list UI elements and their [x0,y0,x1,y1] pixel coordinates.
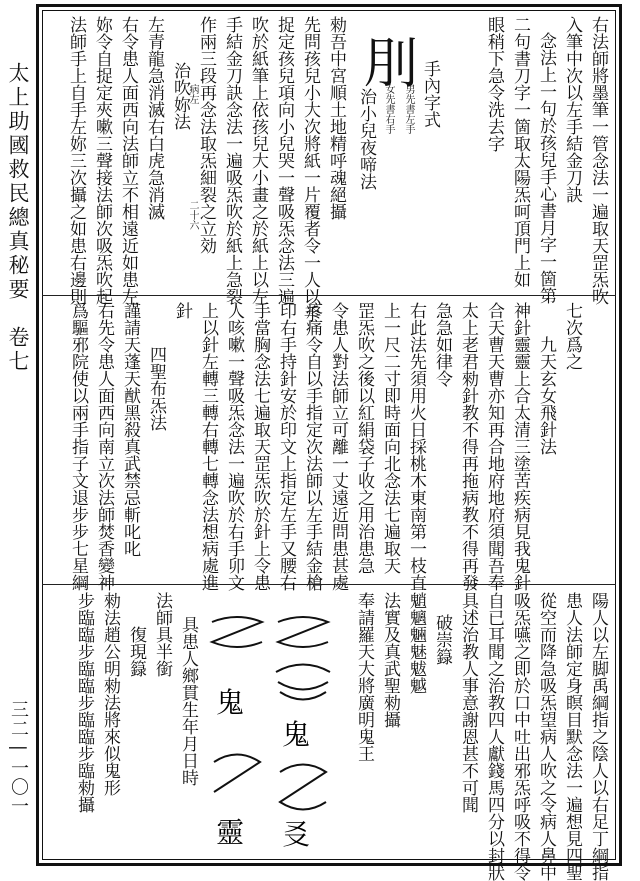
text-column: 謹請天蓬天猷黑殺真武禁忌斬叱叱 [120,302,140,557]
text-column: 從空而降急吸炁望病人吹之令病人鼻中 [536,592,556,881]
text-column: 具患人鄉貫生年月日時 [178,616,198,786]
talisman-glyph: 㕛 [282,818,311,851]
talisman-seal [202,612,272,852]
text-column: 步臨臨步臨臨步臨臨步臨勑攝 [74,592,94,813]
talisman-glyph: 靈 [216,816,245,849]
text-column: 神針靈靈上合太清三塗苦疾病見我鬼針 [510,302,530,591]
text-column: 合天曹天曹亦知再合地府地府須聞吾奉 [484,302,504,591]
text-column: 法師手上自手左妳三次攝之如患右邊則 [66,16,86,305]
text-column: 勑法趙公明勑法將來似鬼形 [100,592,120,796]
text-column: 右令患人面西向法師立不相遠近如患左 [118,16,138,305]
text-column: 人咳嗽一聲吸炁念法一遍吹於右手卯文 [224,302,244,591]
text-column: 右此法先須用火日採桃木東南第一枝直 [406,302,426,591]
text-column: 針 [172,302,192,319]
text-column: 上一尺二寸即時面向北念法七遍取天 [380,302,400,574]
note-text: 女先書右手 [383,84,394,134]
text-column: 捉定孩兒項向小兒哭一聲吸炁念法三遍 [274,16,294,305]
text-column: 手當胸念法七遍取天罡炁吹於針上令患 [250,302,270,591]
text-column: 吹於紙筆上依孩兒大小畫之於紙上以左 [248,16,268,305]
text-column: 作兩三段再念法取炁細裂之立効 [196,16,216,254]
text-column: 吸炁嚥之即於口中吐出邪炁呼吸不得令 [510,592,530,881]
text-column: 勑吾中宮順土地精呼魂絕攝 [326,16,346,220]
section-heading: 手內字式 [420,60,440,128]
text-column: 右法師將墨筆一管念法一遍取天罡炁吹 [588,16,608,305]
text-column: 二句書刀字一箇取太陽炁呵頂門上如 [510,16,530,288]
text-column: 陽人以左脚禹綱指之陰人以右足丁綱指 [588,592,608,881]
text-column: 法實及真武聖勑攝 [380,592,400,728]
section-heading: 破崇籙 [432,614,452,665]
section-heading: 治吹妳法 [170,62,190,130]
text-column: 奉請羅天大將廣明鬼王 [354,592,374,762]
section-heading: 九天玄女飛針法 [536,336,556,455]
section-heading: 復現籙 [126,626,146,677]
text-column: 太上老君勑針教不得再拖病教不得再發 [458,302,478,591]
text-column: 具述治教人事意謝恩甚不可聞 [458,592,478,813]
text-column: 眼稍下急令洗去字 [484,16,504,152]
talisman-glyph: 鬼 [216,686,245,719]
note-text: 男先書左手 [403,84,414,134]
talisman-seal [268,612,338,852]
text-column: 右先令患人面西向南立次法師焚香變神 [94,302,114,591]
text-column: 疼痛令自以手指定次法師以左手結金槍 [302,302,322,591]
text-column: 急急如律令 [432,302,452,387]
text-column: 念法上一句於孩兒手心書月字一箇第 [536,32,556,304]
section-heading: 治小兒夜啼法 [356,88,376,190]
text-column: 魈魑魎魅魃魆 [406,592,426,694]
text-column: 患人法師定身瞑目默念法一遍想見四聖 [562,592,582,881]
text-column: 妳令自捉定夾嗽三聲接法師次吸炁吹起 [92,16,112,305]
text-column: 左青龍急消滅右白虎急消滅 [144,16,164,220]
section-heading: 四聖布炁法 [146,346,166,431]
text-column: 先問孩兒小大次將紙一片覆者令一人以手 [300,16,320,322]
text-column: 罡炁吹之後以紅絹袋子收之用治患急 [354,302,374,574]
text-column: 手結金刀訣念法一遍吸炁吹於紙上急裂 [222,16,242,305]
section-heading: 七次爲之 [562,302,582,370]
talisman-glyph: 鬼 [282,718,311,751]
page-number: 三二 | 一〇一 [8,700,29,816]
text-column: 自已耳聞之治教四人獻錢馬四分以封狀 [484,592,504,881]
hand-character-glyph: 刖 [364,32,418,95]
text-column: 法師具半銜 [152,592,172,677]
text-column: 爲驅邪院使以兩手指子文退步步七星綱 [68,302,88,591]
book-title: 太上助國救民總真秘要 卷七 [6,62,30,374]
text-column: 印右手持針安於印文上指定左手又腰右 [276,302,296,591]
tiny-note: 病左 [187,84,198,104]
tiny-note: 二十六 [187,200,198,230]
text-column: 入筆中次以左手結金刀訣 [562,16,582,203]
text-column: 上以針左轉三轉右轉七轉念法想病處進 [198,302,218,591]
text-column: 令患人對法師立可離一丈遠近問患甚處 [328,302,348,591]
